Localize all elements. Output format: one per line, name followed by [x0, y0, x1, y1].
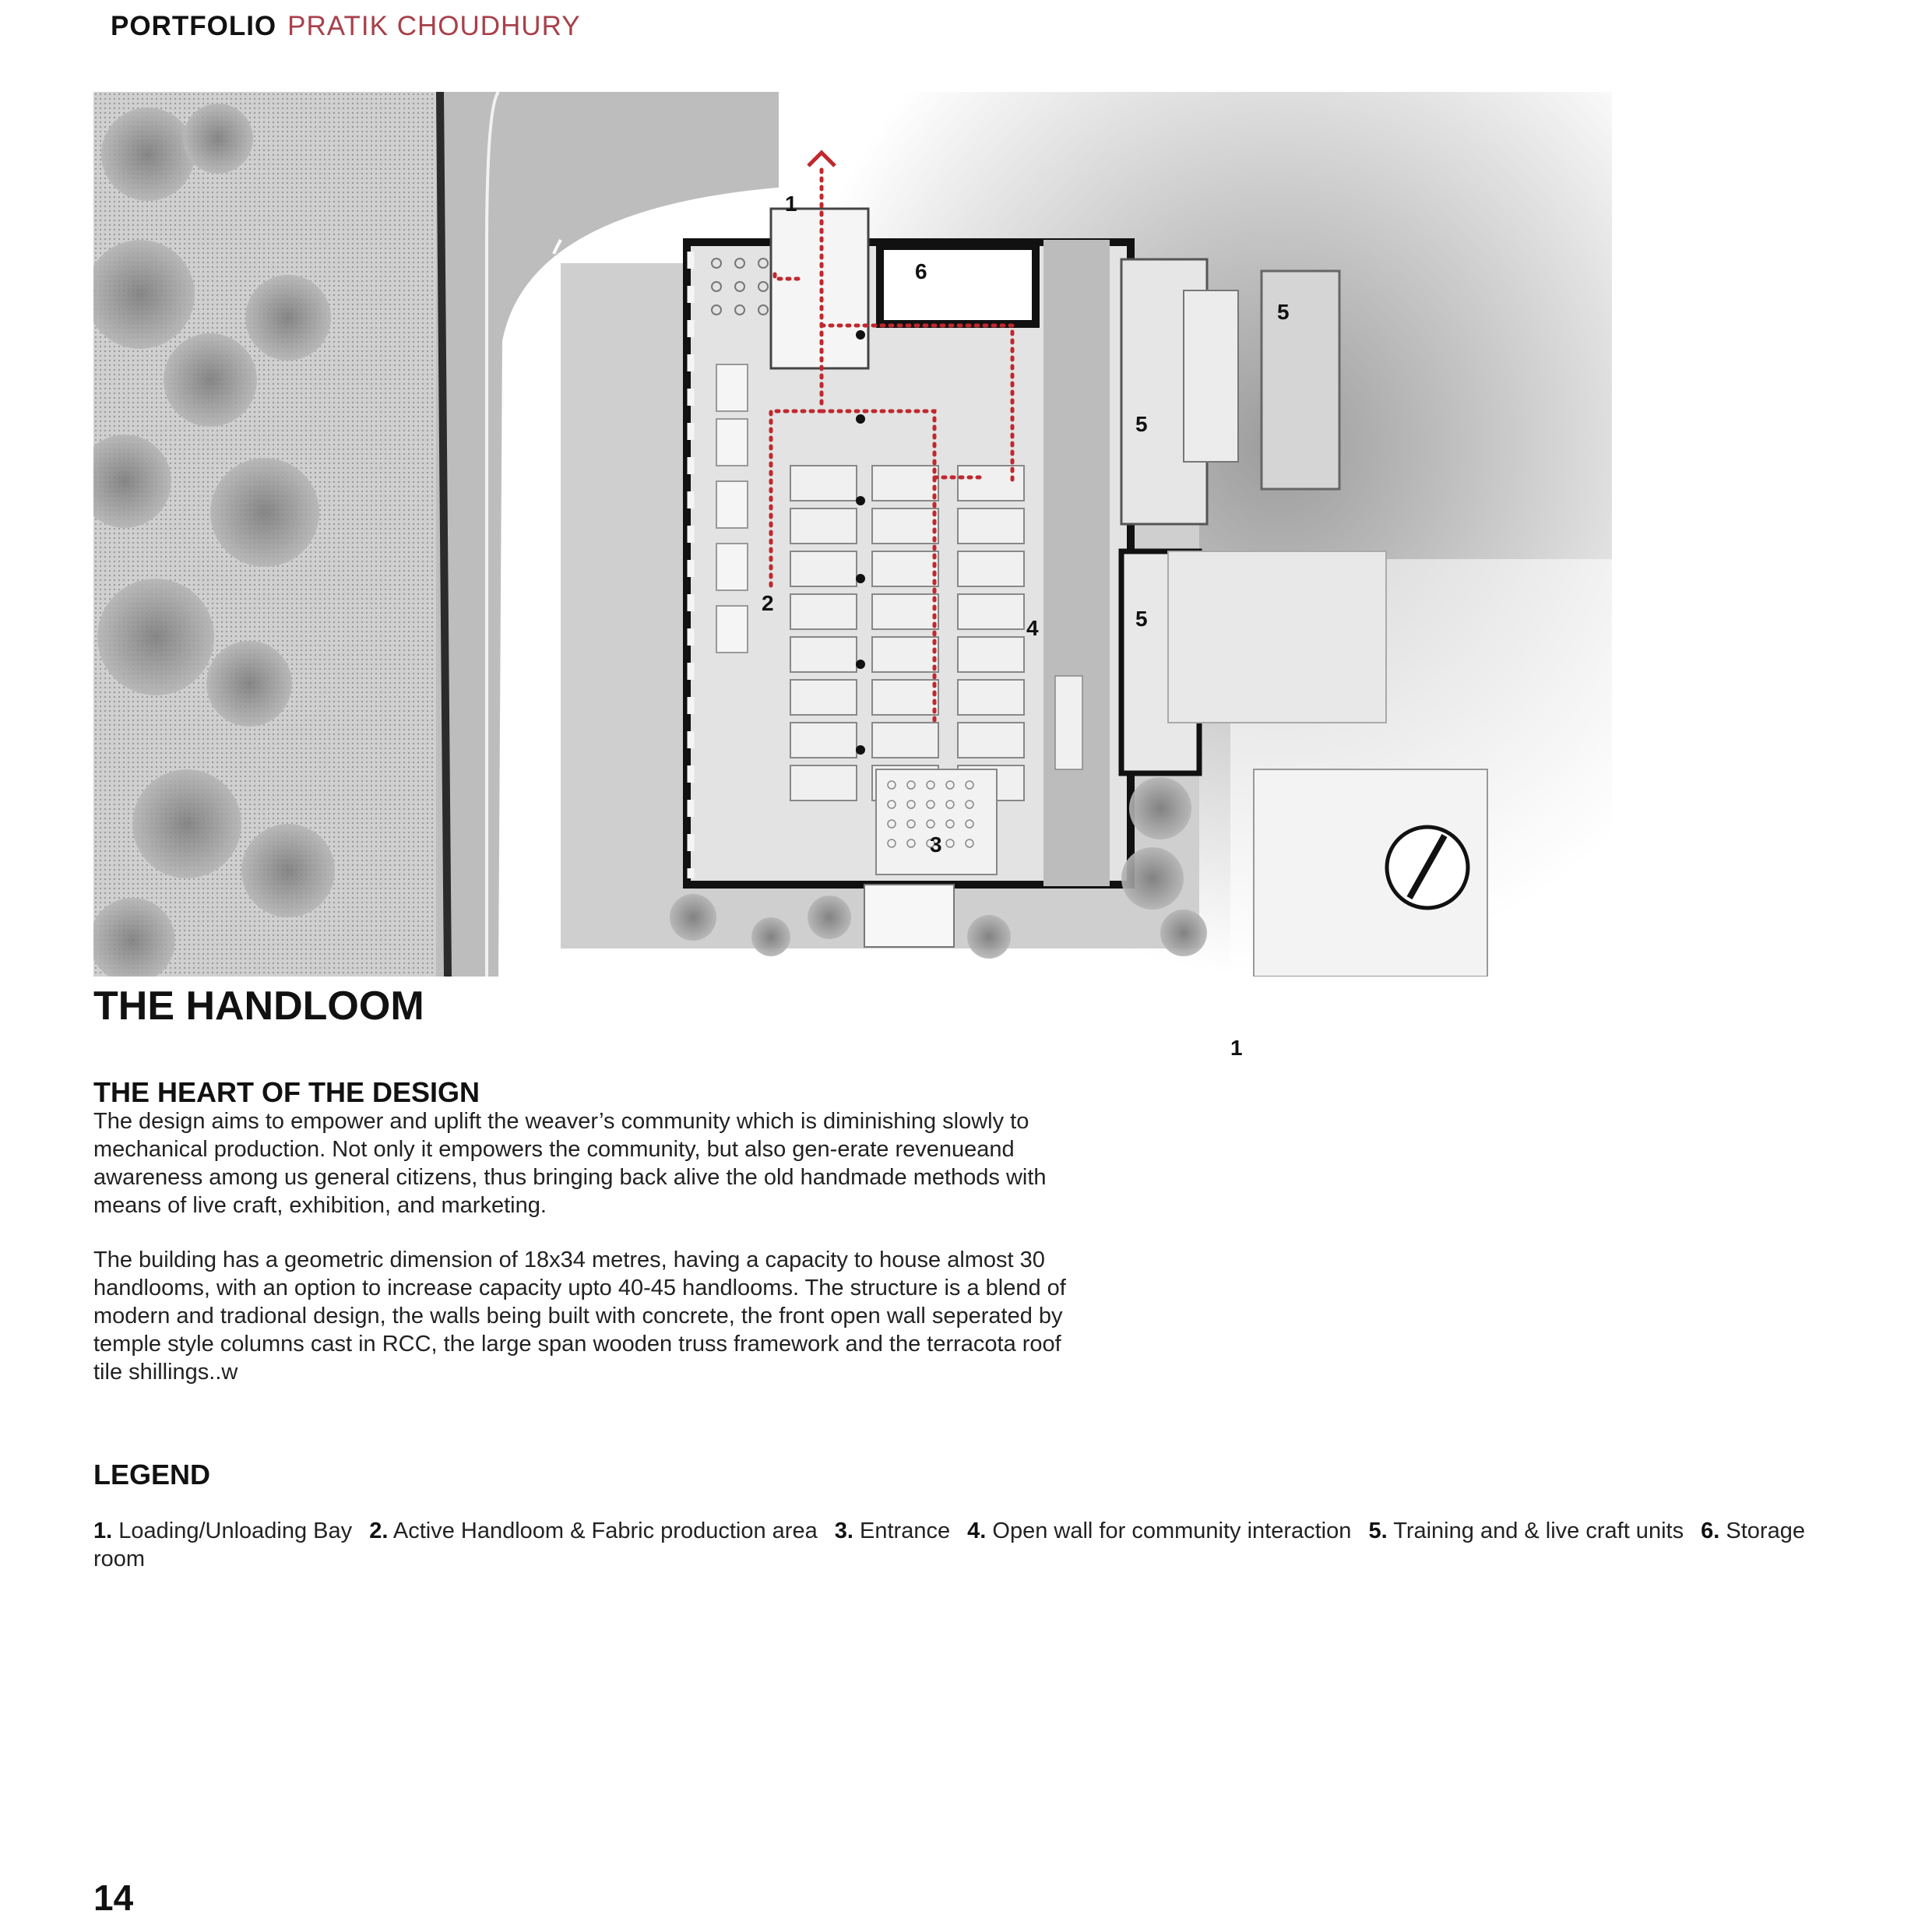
- plan-label-4: 4: [1026, 616, 1039, 640]
- legend-text: Active Handloom & Fabric production area: [392, 1519, 818, 1543]
- legend-title: LEGEND: [93, 1459, 211, 1490]
- legend-num: 1.: [93, 1519, 113, 1543]
- legend-text: Entrance: [860, 1519, 951, 1543]
- legend-text: Training and & live craft units: [1393, 1519, 1684, 1543]
- plan-label-5c: 5: [1277, 300, 1290, 324]
- plan-label-5a: 5: [1135, 412, 1148, 436]
- legend-item: [835, 1519, 950, 1543]
- plan-label-6: 6: [915, 259, 927, 283]
- legend-item: [1368, 1519, 1684, 1543]
- paragraph-building: The building has a geometric dimension of 18x34 metres, having a capacity to house almost 30 handlooms, with an option to increase capacity upto 40-45 handlooms. The structure is a blend of modern and tradional design, the walls being built with concrete, the front open wall seperated by temple style columns cast in RCC, the large span wooden truss framework and the terracota roof tile shillings..w: [93, 1248, 1066, 1385]
- legend-text: Storage room: [93, 1519, 1805, 1571]
- section-subtitle: THE HEART OF THE DESIGN: [93, 1076, 480, 1108]
- paragraph-intro: The design aims to empower and uplift the weaver’s community which is diminishing slowly to mechanical production. Not only it empowers the community, but also gen-erate revenueand awareness among us general citizens, thus bringing back alive the old handmade methods with means of live craft, exhibition, and marketing.: [93, 1109, 1047, 1218]
- aside-number: 1: [1230, 1036, 1243, 1060]
- legend-item: [369, 1519, 817, 1543]
- legend-text: Loading/Unloading Bay: [118, 1519, 353, 1543]
- legend-num: 3.: [834, 1519, 853, 1543]
- legend-text: Open wall for community interaction: [992, 1519, 1352, 1543]
- plan-label-1: 1: [785, 192, 797, 216]
- legend-num: 6.: [1701, 1519, 1720, 1543]
- legend-num: 4.: [967, 1519, 987, 1543]
- plan-label-3: 3: [930, 832, 942, 857]
- plan-label-2: 2: [762, 591, 774, 615]
- legend-list: [93, 1517, 1853, 1573]
- site-plan-drawing: [93, 92, 1612, 977]
- legend-item: [967, 1519, 1351, 1543]
- legend-num: 2.: [369, 1519, 389, 1543]
- legend-item: [93, 1519, 352, 1543]
- legend-num: 5.: [1368, 1519, 1388, 1543]
- page-number: 14: [93, 1877, 134, 1918]
- header-section: PORTFOLIO: [111, 11, 277, 41]
- page-title: THE HANDLOOM: [93, 984, 424, 1029]
- plan-label-5b: 5: [1135, 607, 1148, 631]
- header-author: PRATIK CHOUDHURY: [287, 11, 581, 41]
- page-header: [111, 11, 581, 42]
